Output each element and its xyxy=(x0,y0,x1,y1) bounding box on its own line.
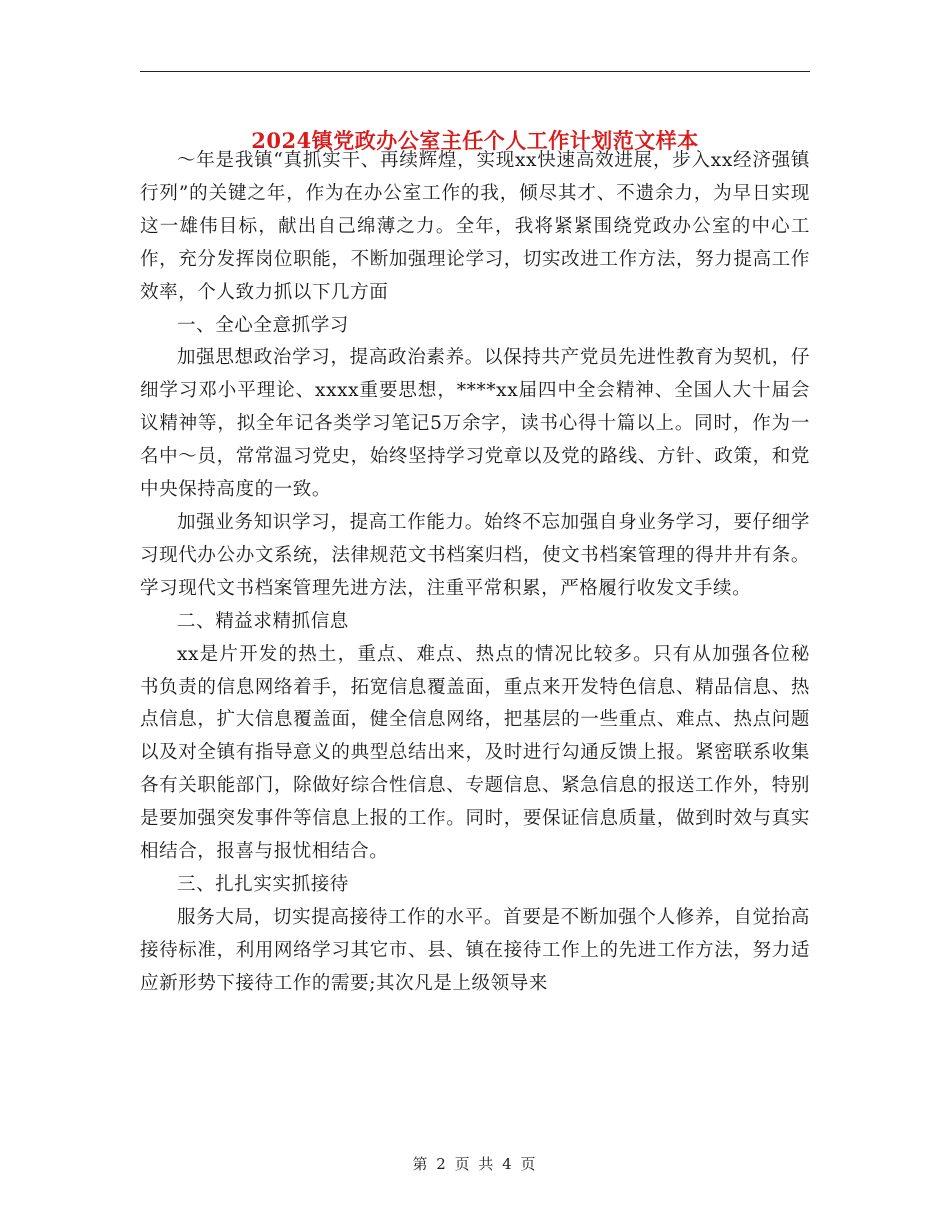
section-heading-study: 一、全心全意抓学习 xyxy=(177,314,349,336)
paragraph-political-study: 加强思想政治学习，提高政治素养。以保持共产党员先进性教育为契机，仔细学习邓小平理论、xxxx重要思想，****xx届四中全会精神、全国人大十届会议精神等，拟全年记各类学习笔记5万余字，读书心得十篇以上。同时，作为一名中～员，常常温习党史，始终坚持学习党章以及党的路线、方针、政策，和党中央保持高度的一致。 xyxy=(140,347,810,501)
paragraph-intro: ～年是我镇“真抓实干、再续辉煌，实现xx快速高效进展，步入xx经济强镇行列”的关键之年，作为在办公室工作的我，倾尽其才、不遗余力，为早日实现这一雄伟目标，献出自己绵薄之力。全年，我将紧紧围绕党政办公室的中心工作，充分发挥岗位职能，不断加强理论学习，切实改进工作方法，努力提高工作效率，个人致力抓以下几方面 xyxy=(140,150,810,303)
paragraph-business-study: 加强业务知识学习，提高工作能力。始终不忘加强自身业务学习，要仔细学习现代办公办文系统，法律规范文书档案归档，使文书档案管理的得井井有条。学习现代文书档案管理先进方法，注重平常积累，严格履行收发文手续。 xyxy=(140,511,810,599)
section-heading-information: 二、精益求精抓信息 xyxy=(177,610,349,632)
document-body xyxy=(140,145,810,1001)
document-title: 2024镇党政办公室主任个人工作计划范文样本 xyxy=(251,128,699,154)
header-rule xyxy=(140,71,810,72)
paragraph-reception: 服务大局，切实提高接待工作的水平。首要是不断加强个人修养，自觉抬高接待标准，利用网络学习其它市、县、镇在接待工作上的先进工作方法，努力适应新形势下接待工作的需要;其次凡是上级领导来 xyxy=(140,906,810,994)
page-number-footer: 第 2 页 共 4 页 xyxy=(412,1155,538,1173)
paragraph-information: xx是片开发的热土，重点、难点、热点的情况比较多。只有从加强各位秘书负责的信息网络着手，拓宽信息覆盖面，重点来开发特色信息、精品信息、热点信息，扩大信息覆盖面，健全信息网络，把基层的一些重点、难点、热点问题以及对全镇有指导意义的典型总结出来，及时进行勾通反馈上报。紧密联系收集各有关职能部门，除做好综合性信息、专题信息、紧急信息的报送工作外，特别是要加强突发事件等信息上报的工作。同时，要保证信息质量，做到时效与真实相结合，报喜与报忧相结合。 xyxy=(140,643,810,863)
section-heading-reception: 三、扎扎实实抓接待 xyxy=(177,873,349,895)
